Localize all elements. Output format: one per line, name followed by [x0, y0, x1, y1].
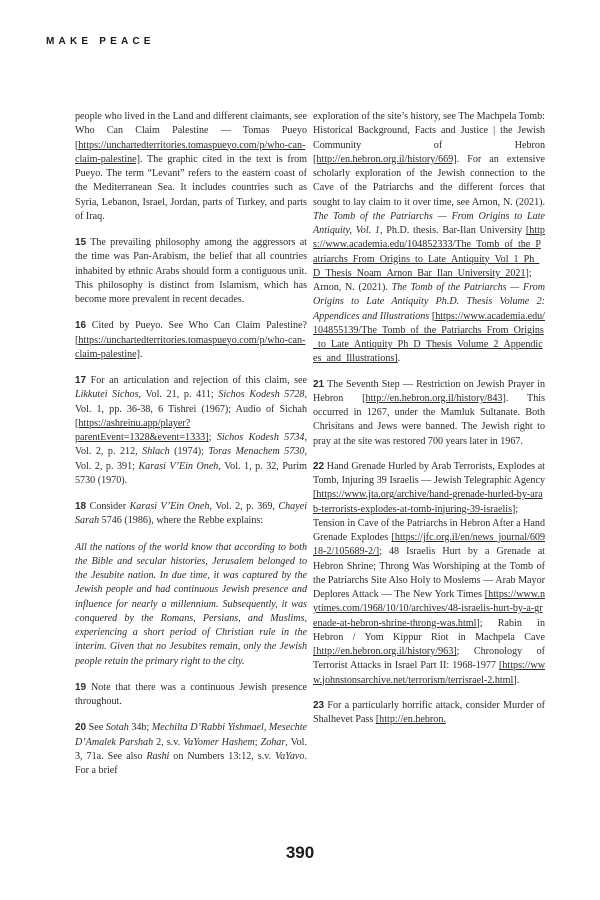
- note-text: exploration of the site’s history, see The Machpela Tomb: Historical Background, Facts and Justice | the Jewish Community of Hebron: [313, 111, 545, 151]
- footnote-number: 21: [313, 378, 325, 390]
- footnote-link[interactable]: [https://www.johnstonsarchive.net/terrorism/terrisrael-2.html]: [313, 660, 545, 686]
- footnote-link[interactable]: [https://unchartedterritories.tomaspueyo.com/p/who-can-claim-palestine]: [75, 139, 306, 165]
- footnote-14-continued: [75, 110, 307, 224]
- note-italic: Shlach: [142, 446, 170, 458]
- footnote-19: [75, 681, 307, 710]
- footnote-23: [313, 699, 545, 728]
- note-text: The prevailing philosophy among the aggressors at the time was Pan-Arabism, the belief that all countries inhabited by ethnic Arabs should form a contiguous unit. This philosophy is distinct from Islamism, which has become more prevalent in recent decades.: [75, 237, 307, 305]
- note-text: . For a brief: [75, 750, 307, 776]
- note-italic: The Tomb of the Patriarchs — From Origins to Late Antiquity, Vol. 1: [313, 210, 545, 236]
- note-text: ; Arnon, N. (2021).: [313, 267, 532, 293]
- footnote-link[interactable]: [https://jfc.org.il/en/news_journal/60918-2/105689-2/]: [313, 532, 545, 558]
- running-header: MAKE PEACE: [46, 36, 155, 47]
- note-text: For a particularly horrific attack, consider Murder of Shalhevet Pass: [313, 699, 545, 725]
- note-text: Consider: [86, 501, 130, 512]
- note-text: .: [397, 353, 401, 365]
- footnote-number: 20: [75, 722, 87, 734]
- note-italic: Sichos Kodesh 5728: [218, 389, 305, 401]
- footnote-link[interactable]: [https://ashreinu.app/player?parentEvent=1328&event=1333]: [75, 417, 209, 443]
- footnote-21: [313, 378, 545, 449]
- page-number: 390: [285, 843, 315, 862]
- note-italic: Likkutei Sichos: [75, 389, 139, 401]
- footnote-16: [75, 319, 307, 362]
- footnote-number: 22: [313, 460, 325, 472]
- note-text: ;: [254, 736, 261, 748]
- note-text: The Seventh Step — Restriction on Jewish Prayer in Hebron: [313, 378, 545, 404]
- note-text: , Vol. 2, p. 391;: [75, 446, 308, 472]
- note-italic: Karasi V’Ein Oneh: [138, 460, 219, 472]
- note-text: ; Tension in Cave of the Patriarchs in Hebron After a Hand Grenade Explodes: [313, 503, 545, 543]
- footnote-number: 19: [75, 681, 87, 693]
- note-text: 5746 (1986), where the Rebbe explains:: [99, 515, 264, 527]
- note-text: Hand Grenade Hurled by Arab Terrorists, Explodes at Tomb, Injuring 39 Israelis — Jewish Telegraphic Agency: [313, 460, 545, 486]
- note-text: , Vol. 2, p. 212,: [75, 432, 307, 458]
- note-italic: VaYavo: [275, 750, 305, 762]
- footnote-link[interactable]: [https://www.jta.org/archive/hand-grenade-hurled-by-arab-terrorists-explodes-at-tomb-injuring-39-israelis]: [313, 489, 543, 515]
- note-text: on Numbers 13:12, s.v.: [169, 750, 276, 762]
- note-text: . This occurred in 1267, under the Mamluk Sultanate. Both Chrisitans and Jews were banned. The Jewish right to pray at the site was restored 700 years later in 1967.: [313, 392, 545, 447]
- note-text: , Vol. 3, 71a. See also: [75, 736, 307, 762]
- note-text: , Vol. 21, p. 411;: [138, 389, 219, 401]
- note-italic: Sotah: [105, 722, 129, 734]
- note-italic: Karasi V’Ein Oneh: [129, 501, 210, 512]
- footnote-18: [75, 500, 307, 529]
- note-text: ; Chronology of Terrorist Attacks in Israel Part II: 1968-1977: [313, 646, 545, 672]
- note-text: ; 48 Israelis Hurt by a Grenade at Hebron Shrine; Throng Was Worshiping at the Tomb of the Patriarchs Site Also Holy to Moslems — Arab Mayor Deplores Attack — The New York Times: [313, 546, 545, 600]
- note-text: .: [140, 348, 143, 360]
- note-text: , Vol. 2, p. 369,: [209, 501, 279, 512]
- footnote-link[interactable]: [http://en.hebron.org.il/history/843]: [362, 392, 506, 404]
- footnote-number: 16: [75, 320, 87, 332]
- note-italic: Rashi: [146, 750, 170, 762]
- note-italic: Sichos Kodesh 5734: [216, 432, 305, 443]
- note-text: . For an extensive scholarly exploration of the Jewish connection to the Cave of the Patriarchs and the different forces that sought to lay claim to it over time, see Arnon, N. (2021).: [313, 153, 545, 208]
- note-italic: Toras Menachem 5730: [208, 446, 305, 458]
- footnote-link[interactable]: [http://en.hebron.: [375, 714, 446, 725]
- note-text: 2, s.v.: [153, 736, 184, 748]
- footnote-17: [75, 374, 307, 488]
- note-text: Note that there was a continuous Jewish presence throughout.: [75, 681, 307, 707]
- note-text: people who lived in the Land and different claimants, see Who Can Claim Palestine — Tomas Pueyo: [75, 111, 307, 137]
- left-column: [75, 110, 307, 790]
- footnote-link[interactable]: [https://www.nytimes.com/1968/10/10/archives/48-israelis-hurt-by-a-grenade-at-hebron-shrine-throng-was.html]: [313, 589, 545, 629]
- note-text: See: [86, 722, 106, 734]
- footnote-20: [75, 721, 307, 778]
- footnote-number: 18: [75, 501, 87, 512]
- footnote-link[interactable]: [http://en.hebron.org.il/history/963]: [313, 646, 457, 657]
- footnote-link[interactable]: [https://www.academia.edu/104855139/The_Tomb_of_the_Patriarchs_From_Origins_to_Late_Antiquity_Ph_D_Thesis_Volume_2_Appendices_and_Illustrations]: [313, 310, 545, 365]
- footnote-number: 15: [75, 237, 87, 248]
- note-italic: The Tomb of the Patriarchs — From Origins to Late Antiquity Ph.D. Thesis Volume 2: Appendices and Illustrations: [313, 282, 545, 322]
- footnote-number: 17: [75, 375, 87, 386]
- right-column: [313, 110, 545, 738]
- note-text: , Vol. 1, p. 32, Purim 5730 (1970).: [75, 460, 307, 486]
- note-text: (1974);: [169, 446, 209, 458]
- note-text: .: [516, 674, 520, 686]
- note-italic: Mechilta D’Rabbi Yishmael, Mesechte D’Amalek Parshah: [75, 722, 308, 748]
- note-text: . The graphic cited in the text is from Pueyo. The term “Levant” refers to the eastern coast of the Mediterranean Sea. It includes countries such as Syria, Lebanon, Israel, Jordan, parts of Turkey, and parts of Iraq.: [75, 153, 307, 222]
- footnote-20-continued: [313, 110, 545, 367]
- note-text: , Vol. 1, pp. 36-38, 6 Tishrei (1967); Audio of Sichah: [75, 389, 307, 415]
- footnote-link[interactable]: [https://unchartedterritories.tomaspueyo.com/p/who-can-claim-palestine]: [75, 334, 306, 360]
- block-quote: All the nations of the world know that according to both the Bible and secular histories, Jerusalem belonged to the Jesubite nation. In due time, it was captured by the Jewish people and had continuous Jewish presence and influence for nearly a millennium. Subsequently, it was conquered by the Romans, Persians, and Muslims, experiencing a short period of Christian rule in the interim. Given that no Jesubites remain, only the Jewish people retain the primary right to the city.: [75, 541, 307, 667]
- note-italic: Zohar: [260, 736, 286, 748]
- note-italic: VaYomer Hashem: [183, 736, 255, 748]
- note-text: Cited by Pueyo. See Who Can Claim Palestine?: [86, 320, 307, 332]
- note-text: ;: [208, 432, 217, 443]
- footnote-22: [313, 460, 545, 688]
- note-text: ; Rabin in Hebron / Yom Kippur Riot in Machpela Cave: [313, 617, 545, 643]
- footnote-15: [75, 236, 307, 307]
- footnote-link[interactable]: [http://en.hebron.org.il/history/669]: [313, 153, 457, 165]
- footnote-number: 23: [313, 699, 325, 711]
- note-text: For an articulation and rejection of this claim, see: [86, 375, 307, 386]
- note-text: 34b;: [128, 722, 152, 734]
- footnote-link[interactable]: [https://www.academia.edu/104852333/The_Tomb_of_the_Patriarchs_From_Origins_to_Late_Antiquity_Vol_1_Ph_D_Thesis_Noam_Arnon_Bar_Ilan_University_2021]: [313, 225, 545, 279]
- note-text: , Ph.D. thesis. Bar-Ilan University: [379, 225, 526, 236]
- note-italic: Chayei Sarah: [75, 501, 307, 527]
